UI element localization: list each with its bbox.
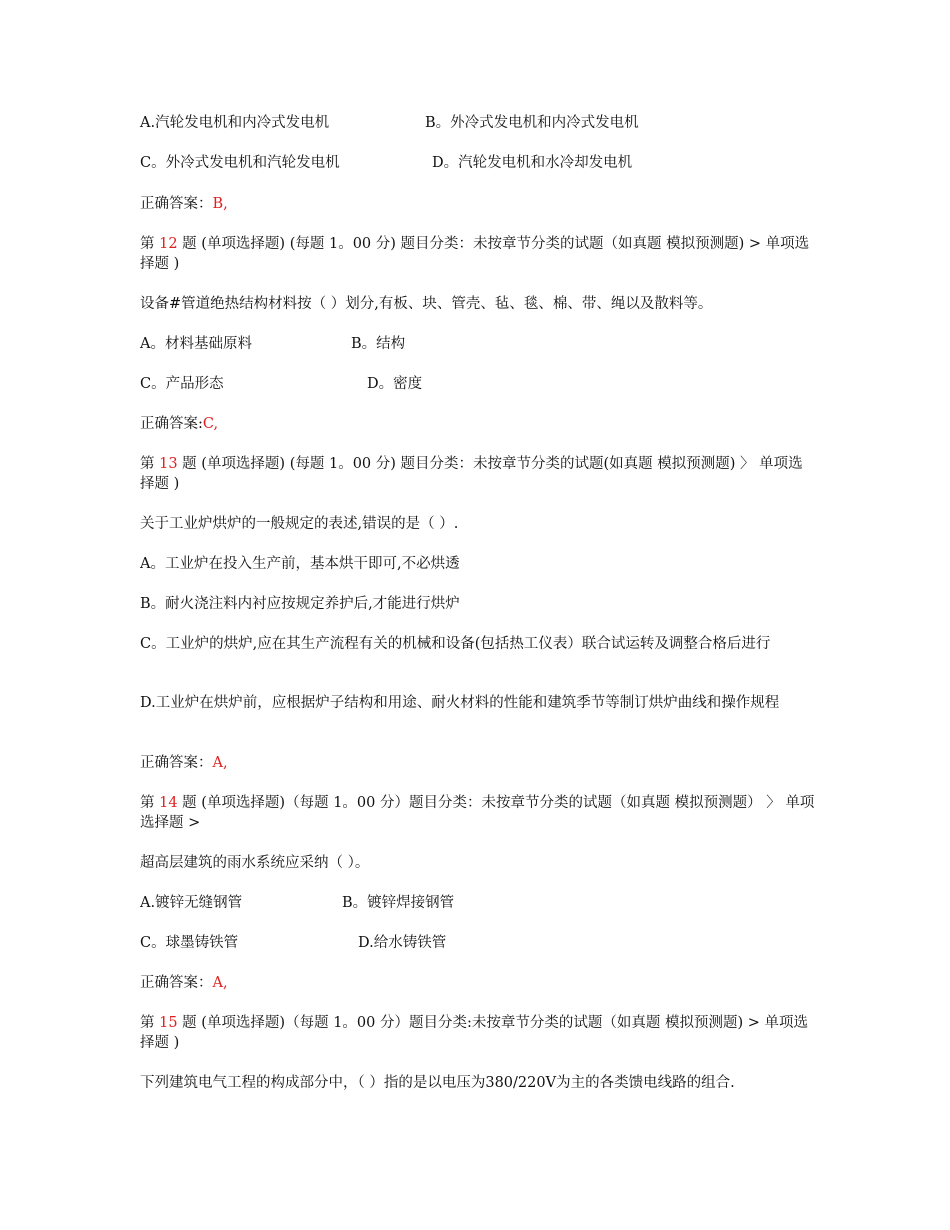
header-suffix: 题 (单项选择题)（每题 1。00 分）题目分类:未按章节分类的试题（如真题 模拟预测题) > 单项选择题 )	[140, 1015, 809, 1051]
option-a: A。工业炉在投入生产前，基本烘干即可,不必烘透	[140, 556, 460, 572]
question-number: 15	[159, 1015, 178, 1031]
option-c: C。产品形态	[140, 376, 224, 392]
option-b: B。镀锌焊接钢管	[342, 895, 455, 911]
answer-line	[140, 414, 218, 434]
question-number: 14	[159, 795, 178, 811]
option-c: C。球墨铸铁管	[140, 935, 239, 951]
header-prefix: 第	[140, 456, 160, 472]
answer-line	[140, 194, 228, 214]
question-stem: 关于工业炉烘炉的一般规定的表述,错误的是（ ）.	[140, 516, 459, 532]
answer-value: B,	[212, 196, 228, 212]
answer-line	[140, 753, 228, 773]
answer-line	[140, 973, 228, 993]
answer-value: A,	[212, 975, 228, 991]
option-b: B。结构	[351, 336, 406, 352]
question-stem: 超高层建筑的雨水系统应采纳（ ）。	[140, 855, 370, 871]
option-d: D.工业炉在烘炉前，应根据炉子结构和用途、耐火材料的性能和建筑季节等制订烘炉曲线和操作规程	[140, 695, 780, 711]
answer-value: A,	[212, 755, 228, 771]
header-suffix: 题 (单项选择题)（每题 1。00 分）题目分类：未按章节分类的试题（如真题 模拟预测题） 〉 单项选择题 >	[140, 795, 815, 831]
question-header	[140, 793, 815, 833]
option-a: A.汽轮发电机和内冷式发电机	[140, 115, 330, 131]
option-b: B。外冷式发电机和内冷式发电机	[425, 115, 639, 131]
option-b: B。耐火浇注料内衬应按规定养护后,才能进行烘炉	[140, 596, 460, 612]
option-d: D。汽轮发电机和水冷却发电机	[432, 155, 633, 171]
question-number: 13	[159, 456, 178, 472]
question-header	[140, 1013, 815, 1053]
header-suffix: 题 (单项选择题) (每题 1。00 分) 题目分类：未按章节分类的试题（如真题 模拟预测题) > 单项选择题 )	[140, 236, 810, 272]
answer-label: 正确答案：	[140, 975, 213, 991]
answer-value: C,	[202, 416, 219, 432]
option-c: C。工业炉的烘炉,应在其生产流程有关的机械和设备(包括热工仪表）联合试运转及调整合格后进行	[140, 636, 771, 652]
answer-label: 正确答案：	[140, 755, 213, 771]
option-a: A.镀锌无缝钢管	[140, 895, 243, 911]
option-d: D.给水铸铁管	[358, 935, 447, 951]
question-header	[140, 234, 815, 274]
header-prefix: 第	[140, 795, 160, 811]
answer-label: 正确答案:	[140, 416, 203, 432]
option-c: C。外冷式发电机和汽轮发电机	[140, 155, 340, 171]
question-number: 12	[159, 236, 178, 252]
question-stem: 设备#管道绝热结构材料按（ ）划分,有板、块、管壳、毡、毯、棉、带、绳以及散料等。	[140, 296, 713, 312]
option-d: D。密度	[367, 376, 423, 392]
question-stem: 下列建筑电气工程的构成部分中，（ ）指的是以电压为380/220V为主的各类馈电线路的组合.	[140, 1075, 735, 1091]
header-prefix: 第	[140, 236, 160, 252]
header-prefix: 第	[140, 1015, 160, 1031]
header-suffix: 题 (单项选择题) (每题 1。00 分) 题目分类：未按章节分类的试题(如真题 模拟预测题) 〉 单项选择题 )	[140, 456, 803, 492]
option-a: A。材料基础原料	[140, 336, 252, 352]
answer-label: 正确答案：	[140, 196, 213, 212]
question-header	[140, 454, 815, 494]
